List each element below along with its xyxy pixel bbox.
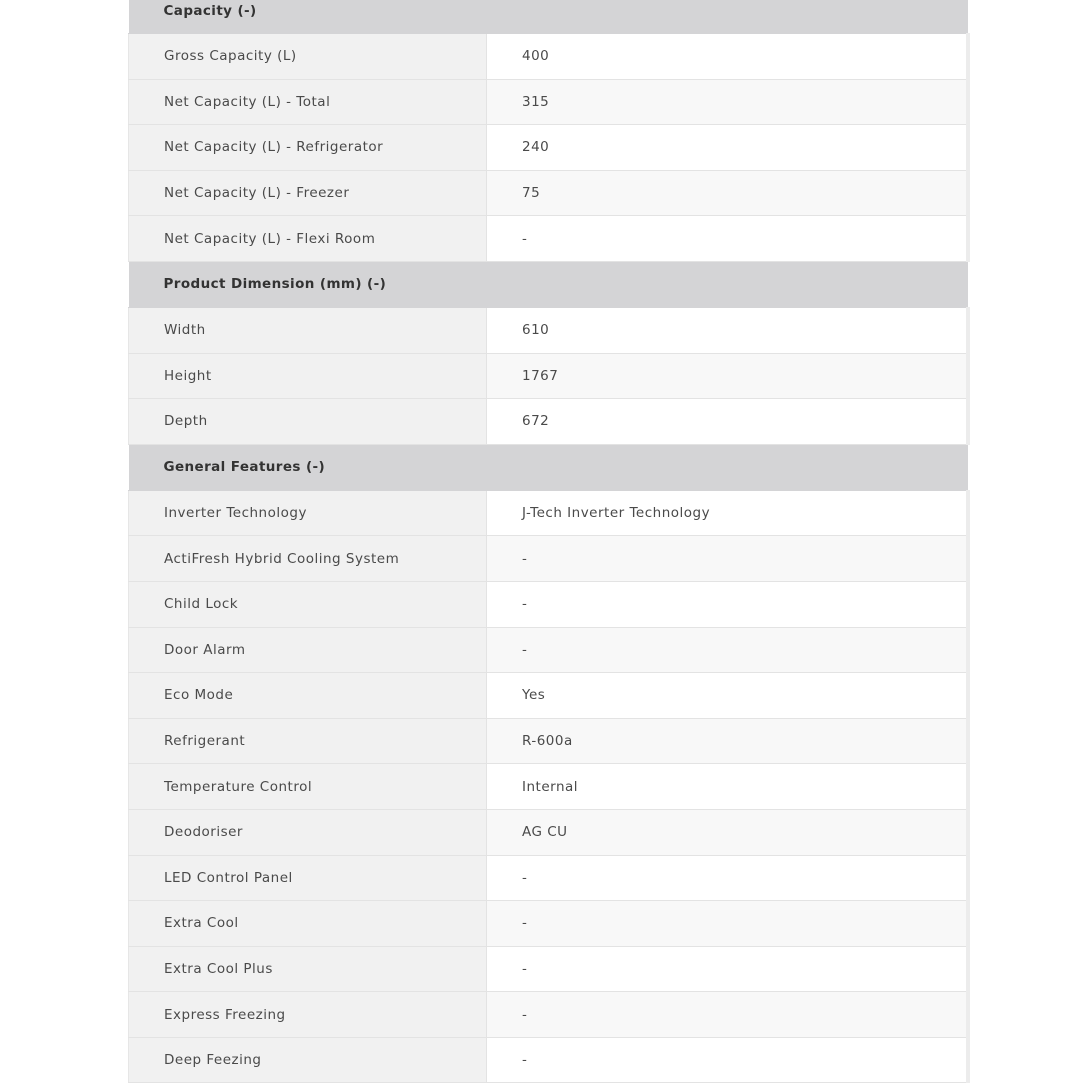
spec-value: - — [487, 627, 968, 673]
spec-value: 240 — [487, 125, 968, 171]
spec-value: - — [487, 216, 968, 262]
spec-value: 610 — [487, 307, 968, 353]
spec-label: Height — [129, 353, 487, 399]
spec-value: 400 — [487, 34, 968, 80]
spec-value: 75 — [487, 170, 968, 216]
spec-value: - — [487, 855, 968, 901]
spec-row — [129, 125, 968, 171]
spec-row — [129, 307, 968, 353]
spec-label: Child Lock — [129, 581, 487, 627]
spec-row — [129, 809, 968, 855]
spec-table-container — [128, 0, 967, 1083]
spec-value: - — [487, 901, 968, 947]
spec-label: Door Alarm — [129, 627, 487, 673]
spec-row — [129, 581, 968, 627]
spec-label: Net Capacity (L) - Total — [129, 79, 487, 125]
section-header-general-features[interactable] — [129, 444, 968, 490]
spec-label: Net Capacity (L) - Flexi Room — [129, 216, 487, 262]
spec-value: J-Tech Inverter Technology — [487, 490, 968, 536]
spec-row — [129, 399, 968, 445]
spec-label: Express Freezing — [129, 992, 487, 1038]
spec-label: ActiFresh Hybrid Cooling System — [129, 536, 487, 582]
spec-row — [129, 216, 968, 262]
section-header-capacity[interactable] — [129, 0, 968, 34]
spec-value: Yes — [487, 673, 968, 719]
spec-row — [129, 855, 968, 901]
spec-label: Extra Cool Plus — [129, 946, 487, 992]
spec-label: Depth — [129, 399, 487, 445]
spec-value: AG CU — [487, 809, 968, 855]
spec-label: Deodoriser — [129, 809, 487, 855]
spec-row — [129, 490, 968, 536]
spec-row — [129, 673, 968, 719]
spec-value: - — [487, 992, 968, 1038]
section-header-product-dimension[interactable] — [129, 261, 968, 307]
spec-label: Net Capacity (L) - Freezer — [129, 170, 487, 216]
spec-label: Temperature Control — [129, 764, 487, 810]
spec-label: Extra Cool — [129, 901, 487, 947]
spec-row — [129, 901, 968, 947]
spec-row — [129, 946, 968, 992]
section-title: Capacity (-) — [129, 0, 968, 34]
spec-label: Inverter Technology — [129, 490, 487, 536]
spec-label: Net Capacity (L) - Refrigerator — [129, 125, 487, 171]
spec-row — [129, 992, 968, 1038]
spec-value: - — [487, 581, 968, 627]
spec-row — [129, 1037, 968, 1083]
spec-table — [128, 0, 970, 1083]
spec-value: 672 — [487, 399, 968, 445]
spec-label: LED Control Panel — [129, 855, 487, 901]
spec-value: Internal — [487, 764, 968, 810]
spec-row — [129, 536, 968, 582]
spec-label: Eco Mode — [129, 673, 487, 719]
section-title: General Features (-) — [129, 444, 968, 490]
spec-row — [129, 34, 968, 80]
spec-value: 1767 — [487, 353, 968, 399]
spec-row — [129, 764, 968, 810]
spec-row — [129, 79, 968, 125]
spec-value: - — [487, 536, 968, 582]
spec-label: Width — [129, 307, 487, 353]
spec-value: - — [487, 1037, 968, 1083]
spec-label: Deep Feezing — [129, 1037, 487, 1083]
spec-row — [129, 718, 968, 764]
section-title: Product Dimension (mm) (-) — [129, 261, 968, 307]
spec-label: Refrigerant — [129, 718, 487, 764]
spec-value: - — [487, 946, 968, 992]
spec-value: 315 — [487, 79, 968, 125]
spec-label: Gross Capacity (L) — [129, 34, 487, 80]
spec-row — [129, 627, 968, 673]
spec-row — [129, 353, 968, 399]
spec-row — [129, 170, 968, 216]
spec-value: R-600a — [487, 718, 968, 764]
